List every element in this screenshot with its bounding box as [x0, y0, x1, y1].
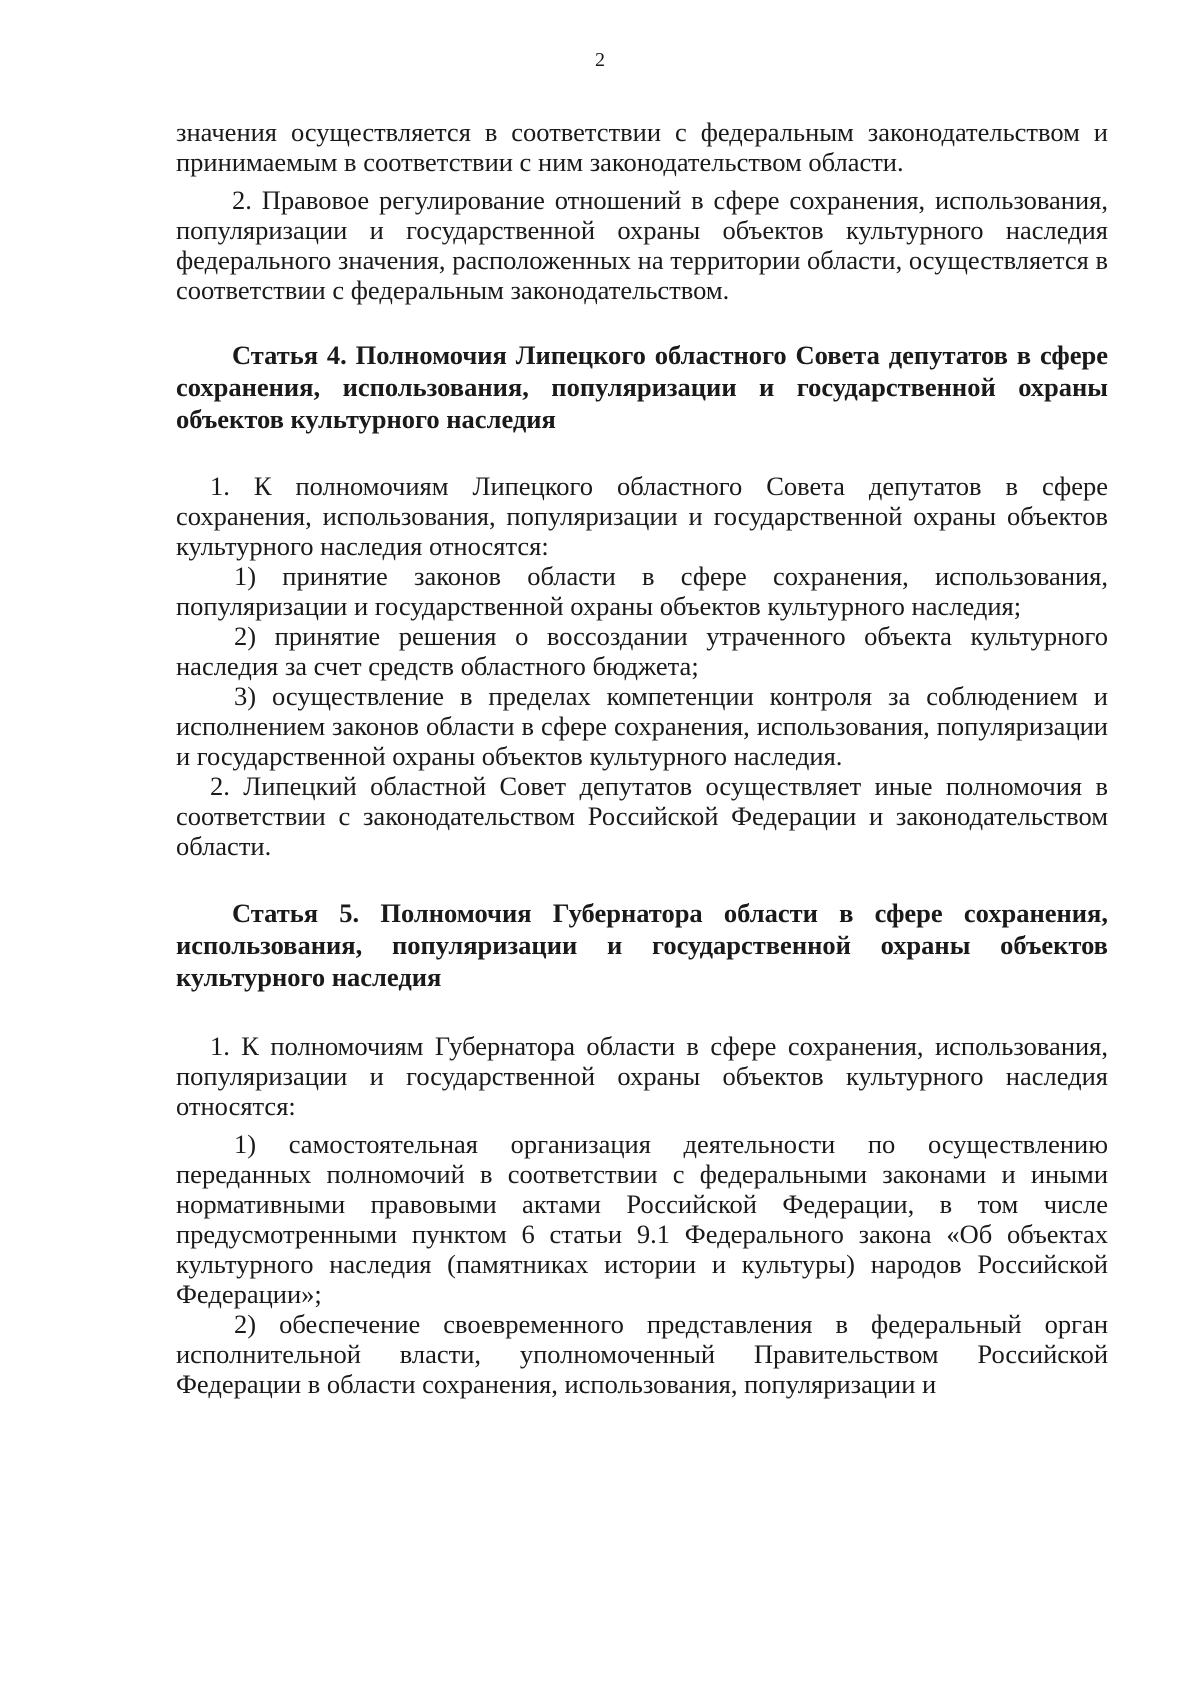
article-5-item-2: 2) обеспечение своевременного представления в федеральный орган исполнительной власти, уполномоченный Правительством Российской Федерации в области сохранения, использования, популяризации и — [176, 1309, 1108, 1399]
article-4-item-1: 1) принятие законов области в сфере сохранения, использования, популяризации и государственной охраны объектов культурного наследия; — [176, 561, 1108, 621]
paragraph-item-2: 2. Правовое регулирование отношений в сфере сохранения, использования, популяризации и государственной охраны объектов культурного наследия федерального значения, расположенных на территории области, осуществляется в соответствии с федеральным законодательством. — [176, 185, 1108, 305]
article-5-item-1: 1) самостоятельная организация деятельности по осуществлению переданных полномочий в соответствии с федеральными законами и иными нормативными правовыми актами Российской Федерации, в том числе предусмотренными пунктом 6 статьи 9.1 Федерального закона «Об объектах культурного наследия (памятниках истории и культуры) народов Российской Федерации»; — [176, 1129, 1108, 1309]
article-4-item-2: 2) принятие решения о воссоздании утраченного объекта культурного наследия за счет средств областного бюджета; — [176, 621, 1108, 681]
article-4-heading: Статья 4. Полномочия Липецкого областного Совета депутатов в сфере сохранения, использования, популяризации и государственной охраны объектов культурного наследия — [176, 340, 1108, 434]
page-number: 2 — [595, 49, 605, 71]
article-4-paragraph-1: 1. К полномочиям Липецкого областного Совета депутатов в сфере сохранения, использования, популяризации и государственной охраны объектов культурного наследия относятся: — [176, 471, 1108, 561]
article-4-paragraph-2: 2. Липецкий областной Совет депутатов осуществляет иные полномочия в соответствии с законодательством Российской Федерации и законодательством области. — [176, 771, 1108, 861]
document-body — [176, 117, 1108, 1399]
article-5-paragraph-1: 1. К полномочиям Губернатора области в сфере сохранения, использования, популяризации и государственной охраны объектов культурного наследия относятся: — [176, 1031, 1108, 1121]
paragraph-continuation: значения осуществляется в соответствии с федеральным законодательством и принимаемым в соответствии с ним законодательством области. — [176, 117, 1108, 177]
article-5-heading: Статья 5. Полномочия Губернатора области в сфере сохранения, использования, популяризации и государственной охраны объектов культурного наследия — [176, 898, 1108, 992]
article-4-item-3: 3) осуществление в пределах компетенции контроля за соблюдением и исполнением законов области в сфере сохранения, использования, популяризации и государственной охраны объектов культурного наследия. — [176, 681, 1108, 771]
